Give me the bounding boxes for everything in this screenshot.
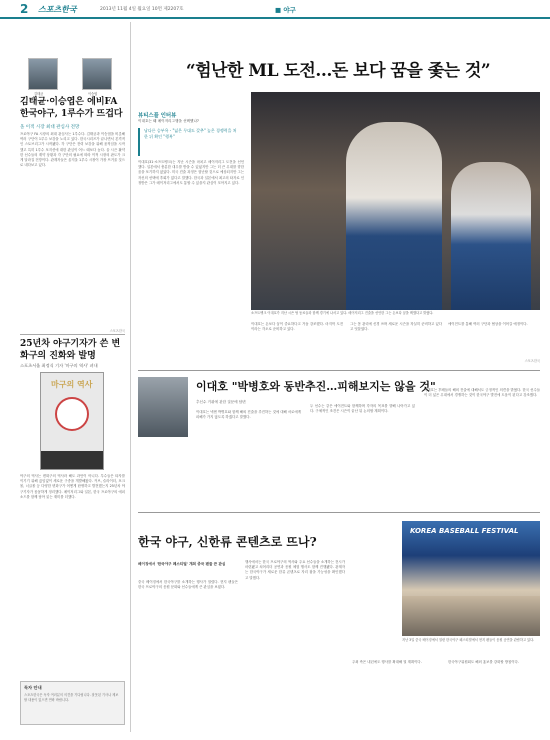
story2-body-1: 이대호는 넥센 박병호와 함께 해외 진출을 추진하는 것에 대해 서로에게 피해가 가지 않도록 하겠다고 말했다. — [196, 410, 301, 420]
story3-body-3: 주최 측은 내년에도 행사를 확대해 열 계획이다. — [352, 660, 422, 664]
baseball-icon — [55, 397, 89, 431]
portrait-photo-2 — [82, 58, 112, 90]
story2-body-2: 두 선수는 같은 에이전트와 함께하며 각자의 목표를 향해 나아가고 있다. 구체적인 조건은 시즌이 끝난 뒤 논의할 계획이다. — [310, 404, 415, 414]
main-article-body-4: 에이전트를 통해 여러 구단과 협상을 이어갈 예정이다. — [448, 322, 528, 326]
story3-headline: 한국 야구, 신한류 콘텐츠로 뜨나? — [138, 535, 317, 549]
main-photo-caption: 소프트뱅크 이대호가 지난 시즌 팀 동료들과 함께 경기에 나서고 있다. 메이저리그 진출을 선언한 그는 돈보다 꿈을 택했다고 밝혔다. — [251, 311, 434, 315]
main-photo — [251, 92, 540, 310]
story3-body-1: 중국 베이징에서 한국야구를 소개하는 행사가 열렸다. 현지 팬들은 한국 프로야구의 응원 문화와 선수들에게 큰 관심을 보였다. — [138, 580, 238, 590]
festival-banner: KOREA BASEBALL FESTIVAL — [410, 527, 519, 535]
left-headline: 김태균·이승엽은 에비FA 한국야구, 1루수가 뜨겁다 — [20, 97, 123, 119]
book-headline: 25년차 야구기자가 쓴 변화구의 진화와 발명 — [20, 334, 125, 362]
story2-deck: 추신수 거취에 관한 질문에 답변 — [196, 400, 246, 404]
book-cover-title: 마구의 역사 — [51, 379, 93, 389]
festival-photo — [402, 521, 540, 636]
main-article-body-2: 이대호는 돈보다 꿈이 중요하다고 거듭 강조했다. 마지막 도전이라는 각오로 준비하고 있다. — [251, 322, 343, 332]
reader-notice-body: 스포츠한국은 독자 여러분의 의견을 기다립니다. 잘못된 기사나 제보할 내용이 있으면 연락 바랍니다. — [24, 693, 119, 702]
story2-photo — [138, 377, 188, 437]
player-figure-2 — [451, 162, 531, 310]
portrait-group — [20, 58, 125, 94]
main-byline: 스포츠한국 — [524, 359, 540, 363]
portrait-caption-1: 김태균 — [34, 92, 44, 96]
story2-headline: 이대호 "박병호와 동반추진…피해보지는 않을 것" — [196, 380, 436, 393]
main-article-body-1: 이대호(31·소프트뱅크)는 지난 시즌을 마치고 메이저리그 도전을 선언했다. 일본에서 충분한 대우를 받을 수 있었지만 그는 더 큰 무대를 향한 꿈을 포기하지 않았다. 미국 진출 과정은 험난할 것으로 예상되지만 그는 자신의 선택에 후회가 없다고 말했다. 한국과 일본에서 최고의 타자로 인정받은 그가 메이저리그에서도 통할 수 있을지 관심이 모아지고 있다. — [138, 160, 244, 185]
page-number: 2 — [20, 2, 29, 16]
portrait-photo-1 — [28, 58, 58, 90]
reader-notice-box — [20, 681, 125, 725]
story3-body-2: 행사에서는 한국 프로야구의 역사와 주요 선수들을 소개하는 전시가 마련됐고 치어리더 공연과 응원 체험 행사도 함께 진행됐다. 관계자는 한국야구가 새로운 한류 콘텐츠로 자리 잡을 가능성을 확인했다고 말했다. — [245, 560, 345, 580]
festival-stage — [402, 596, 540, 636]
section-label: ■ 야구 — [275, 6, 296, 14]
book-cover-band — [41, 451, 103, 469]
left-subhead: 올 이적 시장 최대 관심사 전망 — [20, 125, 80, 130]
main-headline: “험난한 ML 도전…돈 보다 꿈을 좇는 것” — [185, 61, 491, 81]
story2-body-3: 이대호는 후배들의 해외 진출에 대해서도 긍정적인 의견을 밝혔다. 한국 선수들이 더 넓은 무대에서 경쟁하는 것이 한국야구 발전에 도움이 된다고 강조했다. — [424, 388, 540, 398]
festival-photo-caption: 지난 3일 중국 베이징에서 열린 한국야구 페스티벌에서 현지 팬들이 응원 공연을 관람하고 있다. — [402, 638, 535, 642]
interview-kicker: 뷰티스플 인터뷰 — [138, 113, 177, 119]
newspaper-logo: 스포츠한국 — [38, 5, 77, 14]
left-article-body: 프로야구 FA 시장의 최대 관심사는 1루수다. 김태균과 이승엽을 비롯해 여러 구단이 1루수 보강을 노리고 있다. 한국시리즈가 끝나면서 본격적인 스토브리그가 시작됐다. 각 구단은 전력 보강을 위해 움직임을 시작했고 특히 1루수 포지션에 대한 관심이 어느 때보다 높다. 올 시즌 활약한 선수들의 계약 상황과 각 구단의 필요에 따라 이적 시장의 판도가 크게 달라질 전망이다. 관계자들은 올겨울 1루수 시장이 가장 뜨거울 것으로 내다보고 있다. — [20, 132, 125, 168]
story3-body-4: 한국야구위원회도 해외 홍보를 강화할 방침이다. — [448, 660, 519, 664]
main-article-body-3: 그는 몸 관리에 신경 쓰며 새로운 시즌을 착실히 준비하고 있다고 덧붙였다. — [350, 322, 442, 332]
story-divider-2 — [138, 512, 540, 513]
player-figure-1 — [346, 122, 442, 310]
book-article-body: 야구의 역사는 변화구의 역사라 해도 과언이 아니다. 투수들은 타자를 이기기 위해 끊임없이 새로운 구종을 개발해왔다. 커브, 슬라이더, 포크볼, 너클볼 등 다양한 변화구가 어떻게 탄생하고 발전했는지 25년차 야구기자가 꼼꼼하게 정리했다. 메이저리그와 일본, 한국 프로야구의 에피소드를 함께 담아 읽는 재미를 더했다. — [20, 474, 125, 499]
interview-kicker-sub: 이대호는 왜 메이저리그행을 선택했나? — [138, 119, 199, 123]
column-divider — [130, 22, 131, 732]
portrait-caption-2: 이승엽 — [88, 92, 98, 96]
issue-date: 2013년 11월 4일 월요일 10면 제2207호 — [100, 7, 184, 12]
reader-notice-title: 독자 안내 — [24, 685, 42, 690]
book-cover-image — [40, 372, 104, 470]
left-byline: 스포츠한국 — [109, 329, 125, 333]
story3-deck: 베이징에서 '한국야구 페스티벌' 개최 중국 팬들 큰 관심 — [138, 562, 226, 566]
book-subhead: 스포츠서울 최정식 기자 '마구의 역사' 펴내 — [20, 363, 98, 368]
pull-quote: 남다른 승부욕 - "넓은 무대도 갖추" 높은 경쟁력을 처한 뒤 확인 "행복" — [138, 128, 238, 156]
story-divider-1 — [138, 370, 540, 371]
